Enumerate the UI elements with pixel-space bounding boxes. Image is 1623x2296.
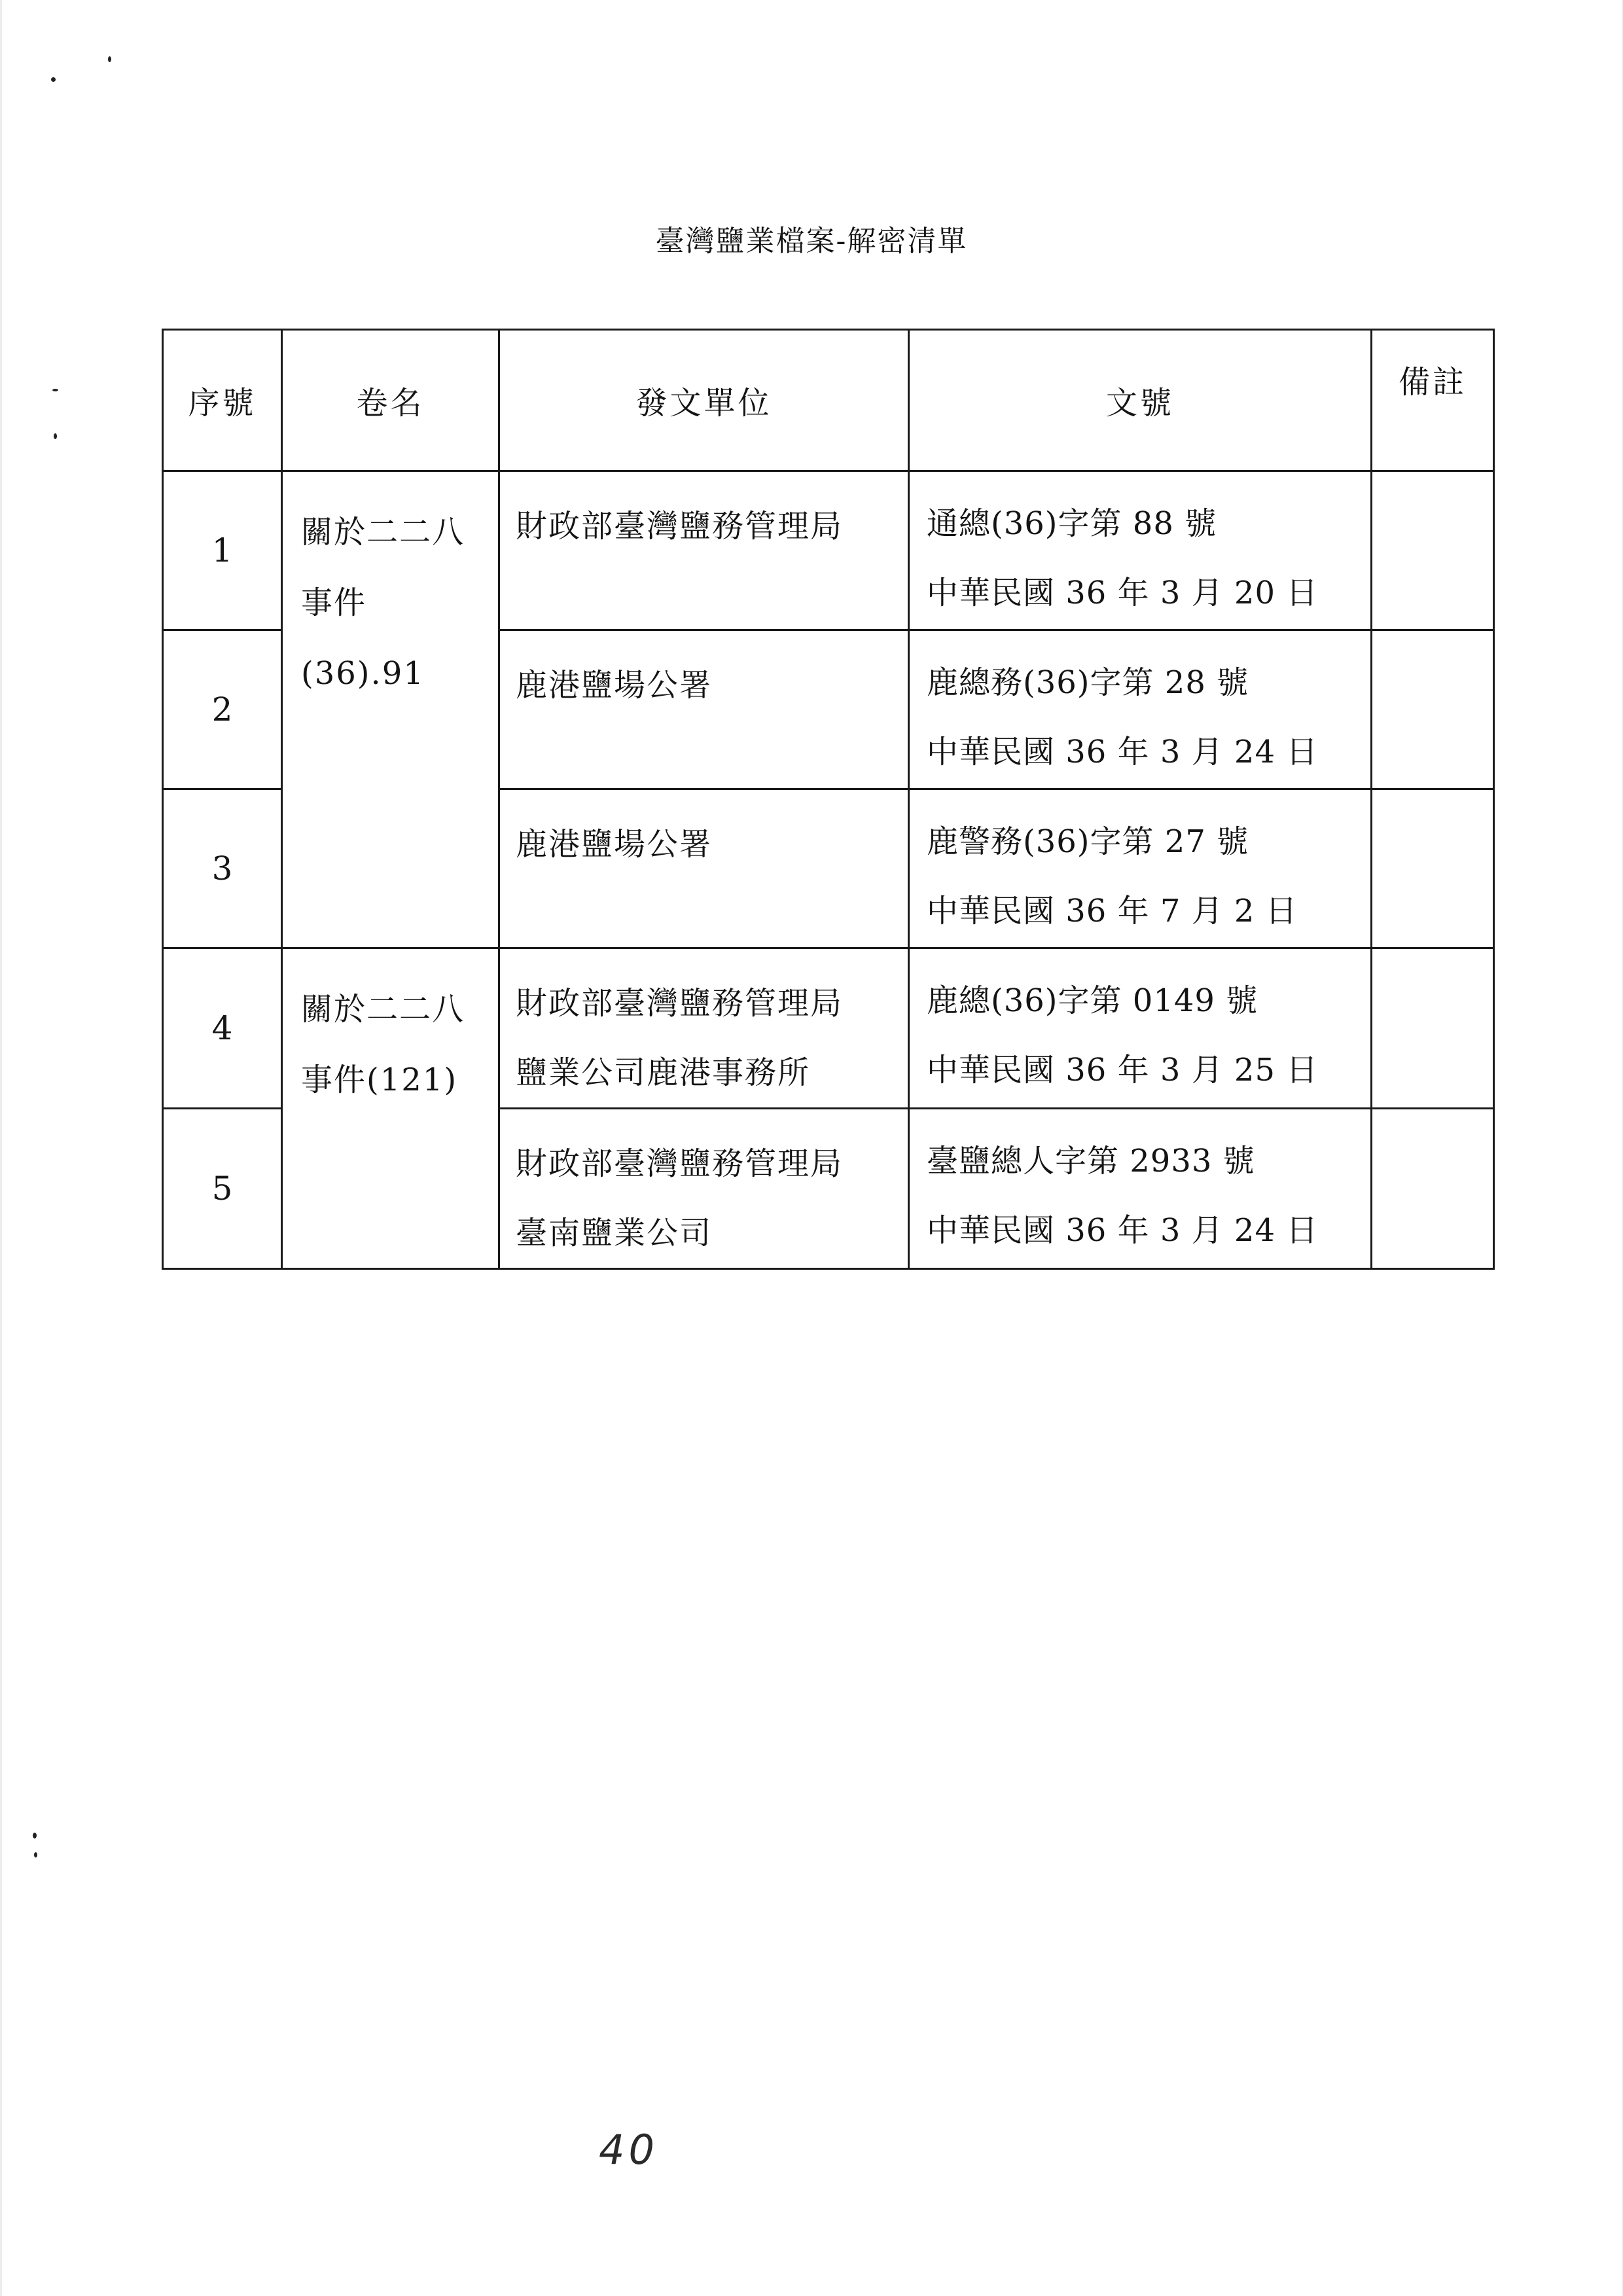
scan-speck: [52, 389, 58, 391]
scan-speck: [54, 433, 57, 439]
scan-speck: [34, 1852, 37, 1857]
declassification-table: [162, 329, 1495, 1270]
issuer-line: 財政部臺灣鹽務管理局: [516, 1145, 844, 1182]
scan-speck: [108, 56, 111, 62]
volume-name-line: (36).91: [301, 655, 425, 692]
issuer-line: 鹿港鹽場公署: [516, 667, 713, 704]
volume-name-cell: [282, 948, 499, 1269]
issuer-cell: [499, 948, 909, 1109]
remark-cell: [1372, 1109, 1494, 1269]
doc-date: 中華民國 36 年 3 月 20 日: [927, 575, 1319, 611]
doc-number: 鹿總務(36)字第 28 號: [927, 664, 1249, 701]
row-number: 4: [163, 948, 282, 1109]
row-number: 2: [163, 630, 282, 789]
remark-cell: [1372, 948, 1494, 1109]
header-volume: 卷名: [282, 330, 499, 471]
doc-number: 鹿總(36)字第 0149 號: [927, 982, 1258, 1019]
issuer-cell: [499, 789, 909, 948]
header-issuer: 發文單位: [499, 330, 909, 471]
doc-date: 中華民國 36 年 7 月 2 日: [927, 893, 1298, 929]
row-number: 1: [163, 471, 282, 630]
volume-name-line: 關於二二八: [301, 514, 465, 550]
volume-name-line: 事件: [301, 584, 367, 621]
volume-name-cell: [282, 471, 499, 948]
issuer-line: 財政部臺灣鹽務管理局: [516, 508, 844, 545]
doc-number-cell: [909, 948, 1372, 1109]
scan-speck: [51, 77, 56, 82]
issuer-cell: [499, 471, 909, 630]
doc-number: 臺鹽總人字第 2933 號: [927, 1143, 1255, 1179]
header-doc-no: 文號: [909, 330, 1372, 471]
row-number: 3: [163, 789, 282, 948]
scan-speck: [33, 1833, 37, 1839]
row-number: 5: [163, 1109, 282, 1269]
doc-date: 中華民國 36 年 3 月 24 日: [927, 1212, 1319, 1249]
header-no: 序號: [163, 330, 282, 471]
table-row: [163, 948, 1494, 1109]
table-header-row: [163, 330, 1494, 471]
issuer-line: 鹿港鹽場公署: [516, 826, 713, 863]
doc-number-cell: [909, 630, 1372, 789]
volume-name-line: 關於二二八: [301, 991, 465, 1028]
doc-number: 鹿警務(36)字第 27 號: [927, 823, 1249, 860]
issuer-cell: [499, 1109, 909, 1269]
doc-date: 中華民國 36 年 3 月 24 日: [927, 734, 1319, 770]
issuer-line: 鹽業公司鹿港事務所: [516, 1054, 811, 1091]
remark-cell: [1372, 471, 1494, 630]
table-row: [163, 471, 1494, 630]
handwritten-page-number: 40: [599, 2126, 658, 2174]
document-title: 臺灣鹽業檔案-解密清單: [655, 224, 968, 258]
doc-number-cell: [909, 789, 1372, 948]
remark-cell: [1372, 630, 1494, 789]
doc-number-cell: [909, 471, 1372, 630]
header-remark: 備註: [1372, 330, 1494, 471]
doc-number-cell: [909, 1109, 1372, 1269]
doc-date: 中華民國 36 年 3 月 25 日: [927, 1052, 1319, 1088]
issuer-line: 財政部臺灣鹽務管理局: [516, 985, 844, 1022]
remark-cell: [1372, 789, 1494, 948]
doc-number: 通總(36)字第 88 號: [927, 505, 1217, 542]
volume-name-line: 事件(121): [301, 1062, 458, 1098]
issuer-line: 臺南鹽業公司: [516, 1215, 713, 1251]
issuer-cell: [499, 630, 909, 789]
